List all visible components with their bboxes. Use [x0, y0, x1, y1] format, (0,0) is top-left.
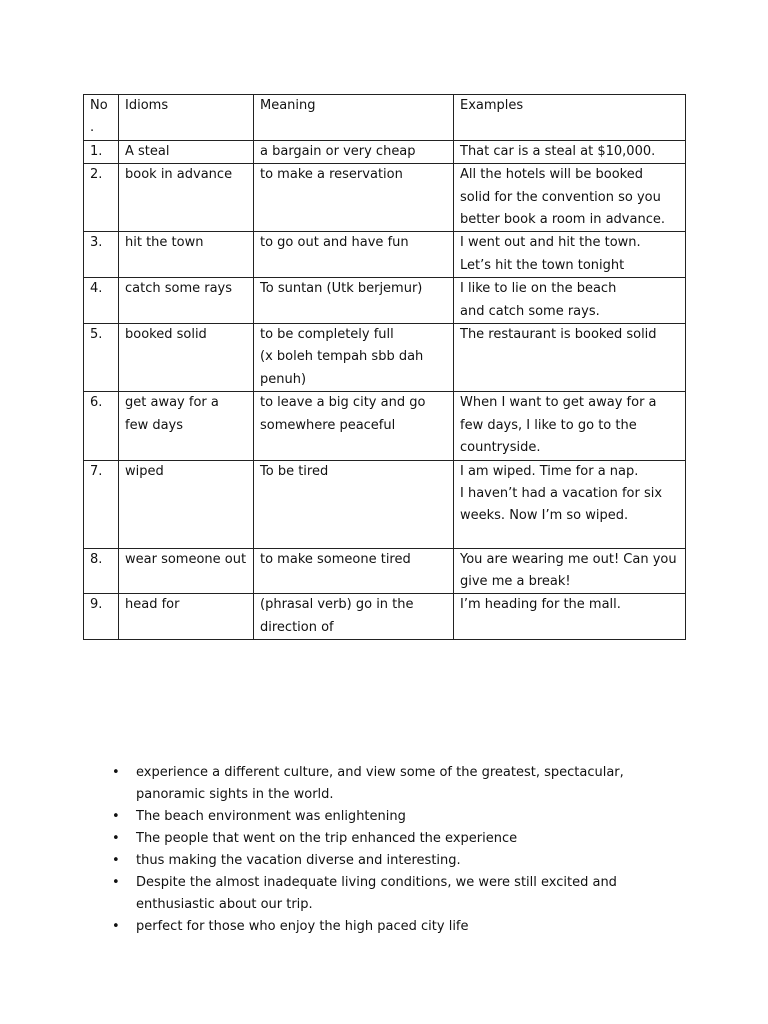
example-cell: I am wiped. Time for a nap. I haven’t had a vacation for six weeks. Now I’m so wiped.	[454, 460, 686, 548]
table-row	[84, 232, 686, 278]
column-header-idioms: Idioms	[119, 95, 254, 141]
meaning-cell: to make a reservation	[254, 164, 454, 232]
meaning-cell: To be tired	[254, 460, 454, 548]
idiom-cell: wear someone out	[119, 548, 254, 594]
example-cell: I like to lie on the beach and catch some rays.	[454, 278, 686, 324]
idiom-cell: A steal	[119, 140, 254, 163]
idiom-cell: head for	[119, 594, 254, 640]
table-row	[84, 392, 686, 460]
row-number: 9.	[84, 594, 119, 640]
meaning-cell: to go out and have fun	[254, 232, 454, 278]
idiom-cell: book in advance	[119, 164, 254, 232]
table-row	[84, 324, 686, 392]
example-cell: All the hotels will be booked solid for the convention so you better book a room in advance.	[454, 164, 686, 232]
table-header-row	[84, 95, 686, 141]
table-row	[84, 548, 686, 594]
idiom-cell: wiped	[119, 460, 254, 548]
list-item: • The people that went on the trip enhanced the experience	[112, 828, 652, 850]
row-number: 5.	[84, 324, 119, 392]
row-number: 4.	[84, 278, 119, 324]
idiom-cell: booked solid	[119, 324, 254, 392]
bullet-list	[112, 762, 652, 938]
column-header-no: No .	[84, 95, 119, 141]
row-number: 1.	[84, 140, 119, 163]
list-item: • perfect for those who enjoy the high paced city life	[112, 916, 652, 938]
table-row	[84, 164, 686, 232]
list-item: • thus making the vacation diverse and interesting.	[112, 850, 652, 872]
row-number: 2.	[84, 164, 119, 232]
idioms-table	[83, 94, 686, 640]
table-row	[84, 140, 686, 163]
idiom-cell: hit the town	[119, 232, 254, 278]
list-item: • experience a different culture, and view some of the greatest, spectacular, panoramic sights in the world.	[112, 762, 652, 806]
meaning-cell: To suntan (Utk berjemur)	[254, 278, 454, 324]
list-item: • Despite the almost inadequate living conditions, we were still excited and enthusiastic about our trip.	[112, 872, 652, 916]
example-cell: I went out and hit the town. Let’s hit the town tonight	[454, 232, 686, 278]
list-item: • The beach environment was enlightening	[112, 806, 652, 828]
column-header-meaning: Meaning	[254, 95, 454, 141]
row-number: 6.	[84, 392, 119, 460]
row-number: 7.	[84, 460, 119, 548]
example-cell: When I want to get away for a few days, I like to go to the countryside.	[454, 392, 686, 460]
table-row	[84, 594, 686, 640]
example-cell: I’m heading for the mall.	[454, 594, 686, 640]
table-row	[84, 278, 686, 324]
row-number: 8.	[84, 548, 119, 594]
example-cell: The restaurant is booked solid	[454, 324, 686, 392]
meaning-cell: to leave a big city and go somewhere peaceful	[254, 392, 454, 460]
meaning-cell: a bargain or very cheap	[254, 140, 454, 163]
example-cell: That car is a steal at $10,000.	[454, 140, 686, 163]
meaning-cell: (phrasal verb) go in the direction of	[254, 594, 454, 640]
table-row	[84, 460, 686, 548]
column-header-examples: Examples	[454, 95, 686, 141]
meaning-cell: to be completely full (x boleh tempah sbb dah penuh)	[254, 324, 454, 392]
idiom-cell: get away for a few days	[119, 392, 254, 460]
row-number: 3.	[84, 232, 119, 278]
example-cell: You are wearing me out! Can you give me a break!	[454, 548, 686, 594]
idiom-cell: catch some rays	[119, 278, 254, 324]
meaning-cell: to make someone tired	[254, 548, 454, 594]
